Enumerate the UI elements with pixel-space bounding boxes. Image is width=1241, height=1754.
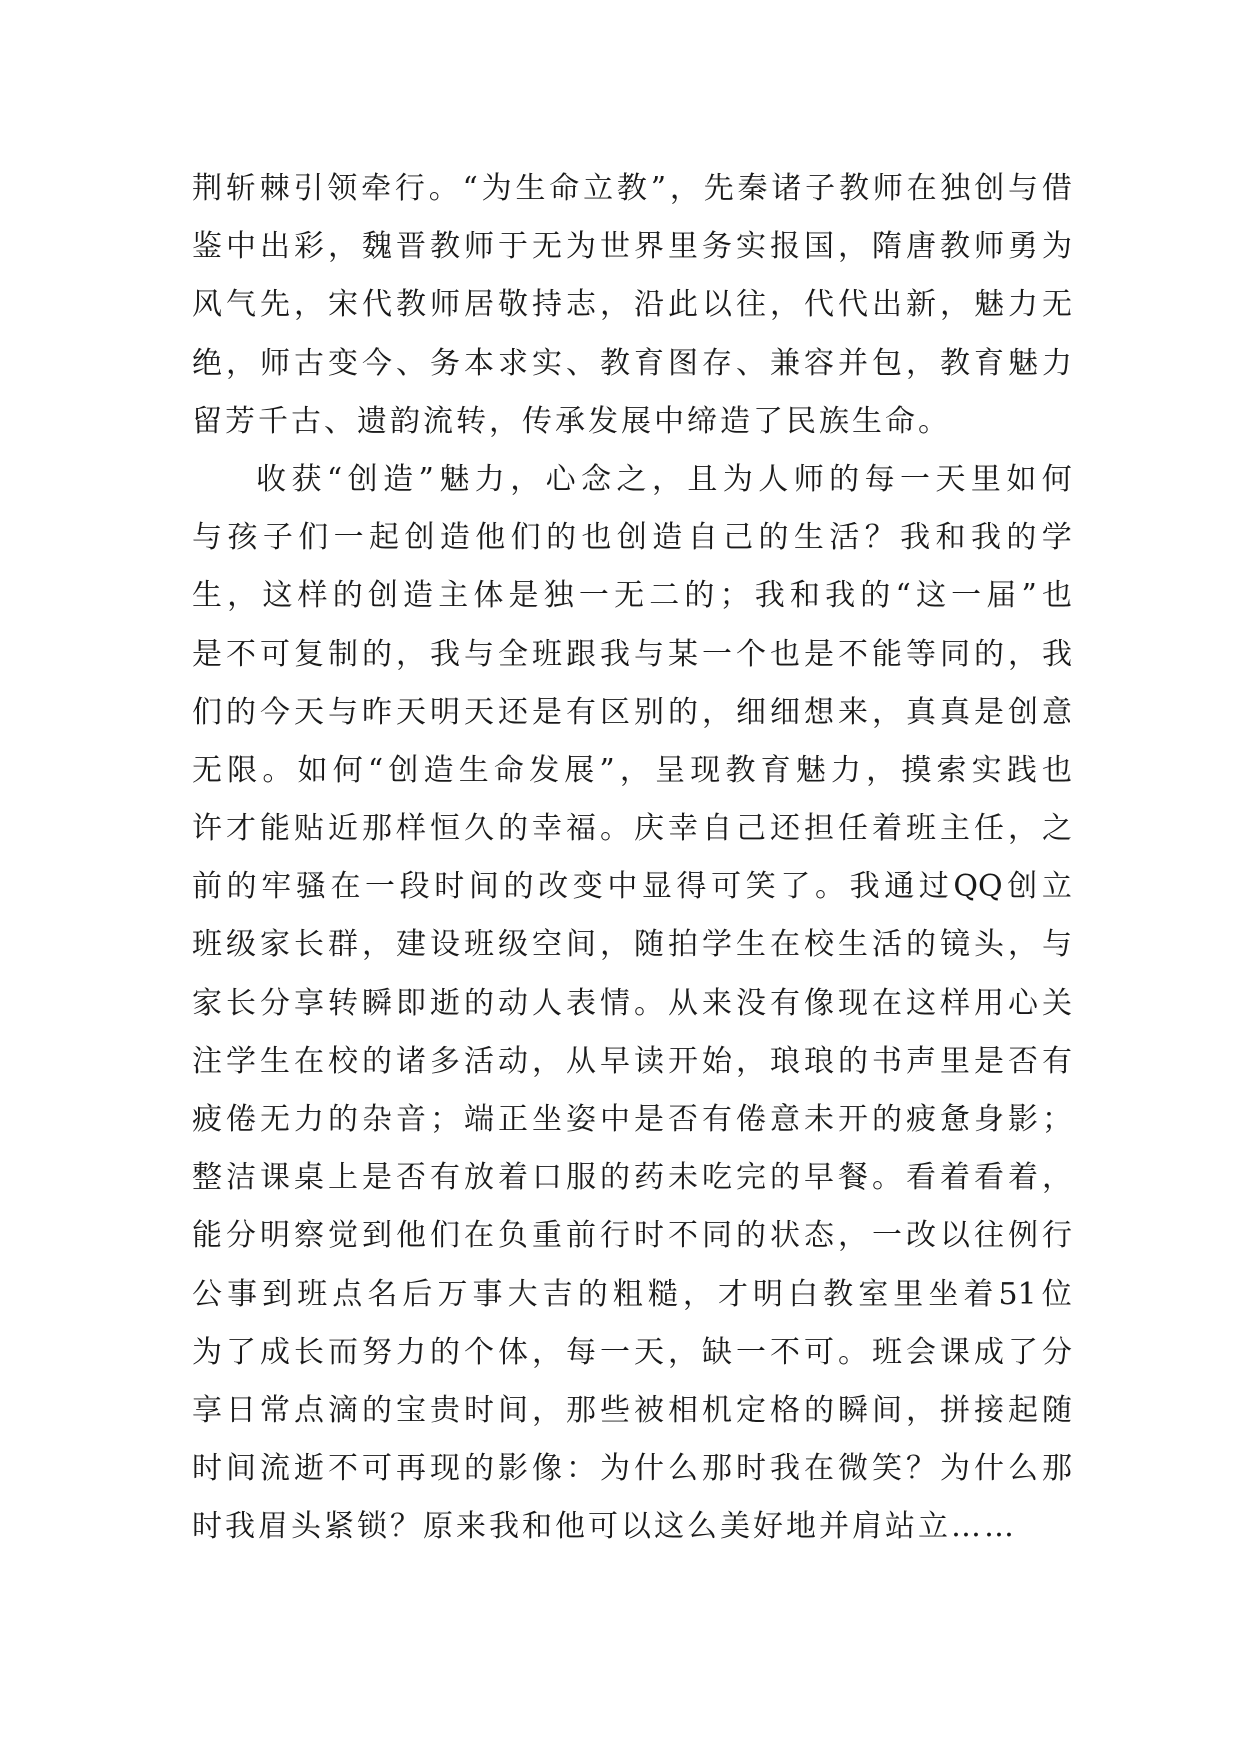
text-line: 鉴 中 出 彩 ， 魏 晋 教 师 于 无 为 世 界 里 务 实 报 国 ， 隋 唐 教 师 勇 为 (192, 229, 1072, 265)
text-line: 公 事 到 班 点 名 后 万 事 大 吉 的 粗 糙 ， 才 明 白 教 室 里 坐 着 51 位 (192, 1276, 1072, 1312)
text-line: 疲 倦 无 力 的 杂 音 ； 端 正 坐 姿 中 是 否 有 倦 意 未 开 的 疲 惫 身 影 ； (192, 1102, 1072, 1137)
text-line: 注 学 生 在 校 的 诸 多 活 动 ， 从 早 读 开 始 ， 琅 琅 的 书 声 里 是 否 有 (192, 1043, 1072, 1079)
text-line: 许 才 能 贴 近 那 样 恒 久 的 幸 福 。 庆 幸 自 己 还 担 任 着 班 主 任 ， 之 (192, 811, 1072, 847)
text-line: 前 的 牢 骚 在 一 段 时 间 的 改 变 中 显 得 可 笑 了 。 我 通 过 QQ 创 立 (192, 869, 1072, 905)
text-line: 时我眉头紧锁？原来我和他可以这么美好地并肩站立…… (192, 1509, 1017, 1545)
text-line: 生 ， 这 样 的 创 造 主 体 是 独 一 无 二 的 ； 我 和 我 的 “ 这 一 届 ” 也 (192, 578, 1072, 614)
text-line: 享 日 常 点 滴 的 宝 贵 时 间 ， 那 些 被 相 机 定 格 的 瞬 间 ， 拼 接 起 随 (192, 1392, 1072, 1428)
text-line: 与 孩 子 们 一 起 创 造 他 们 的 也 创 造 自 己 的 生 活 ？ 我 和 我 的 学 (192, 520, 1072, 556)
text-line: 整 洁 课 桌 上 是 否 有 放 着 口 服 的 药 未 吃 完 的 早 餐 。 看 着 看 着 ， (192, 1160, 1072, 1196)
text-line: 荆 斩 棘 引 领 牵 行 。 “ 为 生 命 立 教 ” ， 先 秦 诸 子 教 师 在 独 创 与 借 (192, 171, 1072, 206)
text-line: 收 获 “ 创 造 ” 魅 力 ， 心 念 之 ， 且 为 人 师 的 每 一 天 里 如 何 (256, 461, 1072, 497)
text-line: 风 气 先 ， 宋 代 教 师 居 敬 持 志 ， 沿 此 以 往 ， 代 代 出 新 ， 魅 力 无 (192, 287, 1072, 323)
text-line: 家 长 分 享 转 瞬 即 逝 的 动 人 表 情 。 从 来 没 有 像 现 在 这 样 用 心 关 (192, 985, 1072, 1021)
text-line: 绝 ， 师 古 变 今 、 务 本 求 实 、 教 育 图 存 、 兼 容 并 包 ， 教 育 魅 力 (192, 345, 1072, 381)
body-text (192, 160, 1072, 1557)
text-line: 时 间 流 逝 不 可 再 现 的 影 像 ： 为 什 么 那 时 我 在 微 笑 ？ 为 什 么 那 (192, 1451, 1072, 1487)
text-line: 留芳千古、遗韵流转，传承发展中缔造了民族生命。 (192, 403, 951, 439)
text-line: 是 不 可 复 制 的 ， 我 与 全 班 跟 我 与 某 一 个 也 是 不 能 等 同 的 ， 我 (192, 636, 1072, 672)
text-line: 为 了 成 长 而 努 力 的 个 体 ， 每 一 天 ， 缺 一 不 可 。 班 会 课 成 了 分 (192, 1334, 1072, 1370)
text-line: 无 限 。 如 何 “ 创 造 生 命 发 展 ” ， 呈 现 教 育 魅 力 ， 摸 索 实 践 也 (192, 752, 1072, 788)
text-line: 们 的 今 天 与 昨 天 明 天 还 是 有 区 别 的 ， 细 细 想 来 ， 真 真 是 创 意 (192, 694, 1072, 730)
text-line: 班 级 家 长 群 ， 建 设 班 级 空 间 ， 随 拍 学 生 在 校 生 活 的 镜 头 ， 与 (192, 927, 1072, 963)
text-line: 能 分 明 察 觉 到 他 们 在 负 重 前 行 时 不 同 的 状 态 ， 一 改 以 往 例 行 (192, 1218, 1072, 1254)
